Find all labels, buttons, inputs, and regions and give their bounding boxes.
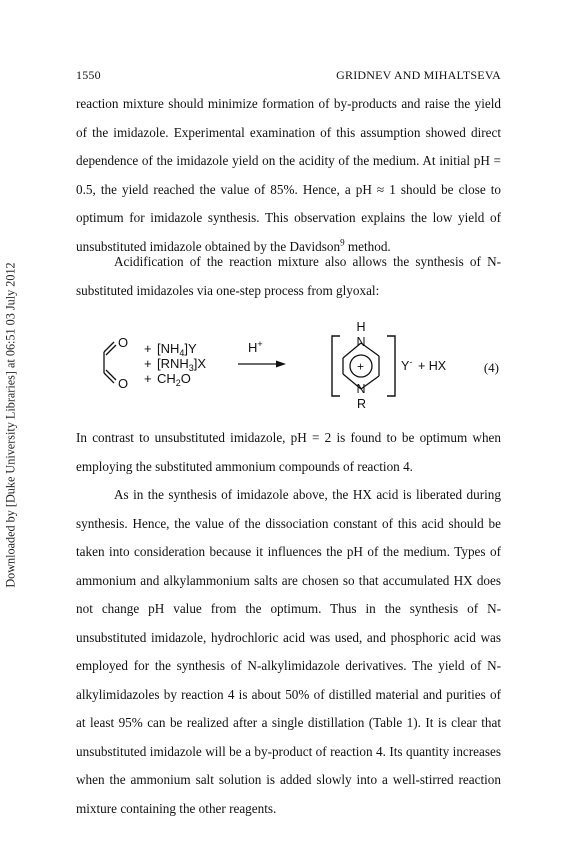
running-head-authors: GRIDNEV AND MIHALTSEVA <box>336 68 501 82</box>
plus-sign-3: + <box>144 371 152 386</box>
page-number: 1550 <box>76 68 101 82</box>
paragraph-acidity-text <box>76 90 501 261</box>
alkylammonium-salt-label: $[RNH_3]X$ <box>157 356 207 373</box>
paragraph-acidity-end: method. <box>344 238 391 254</box>
glyoxal-oxygen-bottom: O <box>118 376 129 391</box>
glyoxal-oxygen-top: O <box>118 335 129 350</box>
paragraph-acidification-text: Acidification of the reaction mixture also allows the synthesis of N-substituted imidazoles via one-step process from glyoxal: <box>76 254 501 298</box>
glyoxal-structure <box>104 342 116 383</box>
running-head <box>76 68 501 84</box>
reaction-scheme-4 <box>76 318 501 416</box>
paragraph-ph-optimum: In contrast to unsubstituted imidazole, pH = 2 is found to be optimum when employing the substituted ammonium compounds of reaction 4. <box>76 430 501 474</box>
atom-hydrogen: H <box>356 320 366 334</box>
plus-sign-2: + <box>144 356 152 371</box>
atom-nitrogen-top: N <box>356 335 366 349</box>
equation-number: (4) <box>483 360 499 375</box>
paragraph-ph-optimum-and-hx <box>76 424 501 823</box>
substituent-r: R <box>357 397 367 411</box>
formaldehyde-label: $CH_2O$ <box>157 371 191 388</box>
download-watermark-text: Downloaded by [Duke University Libraries] at 06:51 03 July 2012 <box>3 262 18 588</box>
catalyst-label: H+ <box>248 339 263 355</box>
reaction-scheme-svg <box>76 318 501 416</box>
paragraph-acidification <box>76 248 501 305</box>
hx-byproduct-label: + HX <box>418 359 447 373</box>
reaction-arrow <box>238 361 286 368</box>
atom-nitrogen-bottom: N <box>356 382 366 396</box>
anion-label: Y- <box>401 357 413 373</box>
download-watermark <box>2 240 20 610</box>
plus-sign-1: + <box>144 341 152 356</box>
paragraph-hx-acid: As in the synthesis of imidazole above, the HX acid is liberated during synthesis. Hence, the value of the dissociation constant of this acid should be taken into consideration because it influences the pH of the medium. Types of ammonium and alkylammonium salts are chosen so that accumulated HX does not change pH value from the optimum. Thus in the synthesis of N-unsubstituted imidazole, hydrochloric acid was used, and phosphoric acid was employed for the synthesis of N-alkylimidazole derivatives. The yield of N-alkylimidazoles by reaction 4 is about 50% of distilled material and purities of at least 95% can be realized after a single distillation (Table 1). It is clear that unsubstituted imidazole will be a by-product of reaction 4. Its quantity increases when the ammonium salt solution is added slowly into a well-stirred reaction mixture containing the other reagents. <box>76 487 501 816</box>
davidson-reference-superscript: 9 <box>340 237 345 248</box>
paragraph-acidity <box>76 90 501 261</box>
ring-positive-charge: + <box>357 359 365 374</box>
paragraph-acidity-body: reaction mixture should minimize formation of by-products and raise the yield of the imidazole. Experimental examination of this assumption showed direct dependence of the imidazole yield on the acidity of the medium. At initial pH = 0.5, the yield reached the value of 85%. Hence, a pH ≈ 1 should be close to optimum for imidazole synthesis. This observation explains the low yield of unsubstituted imidazole obtained by the Davidson <box>76 96 501 254</box>
ammonium-salt-label: $[NH_4]Y$ <box>157 341 197 358</box>
